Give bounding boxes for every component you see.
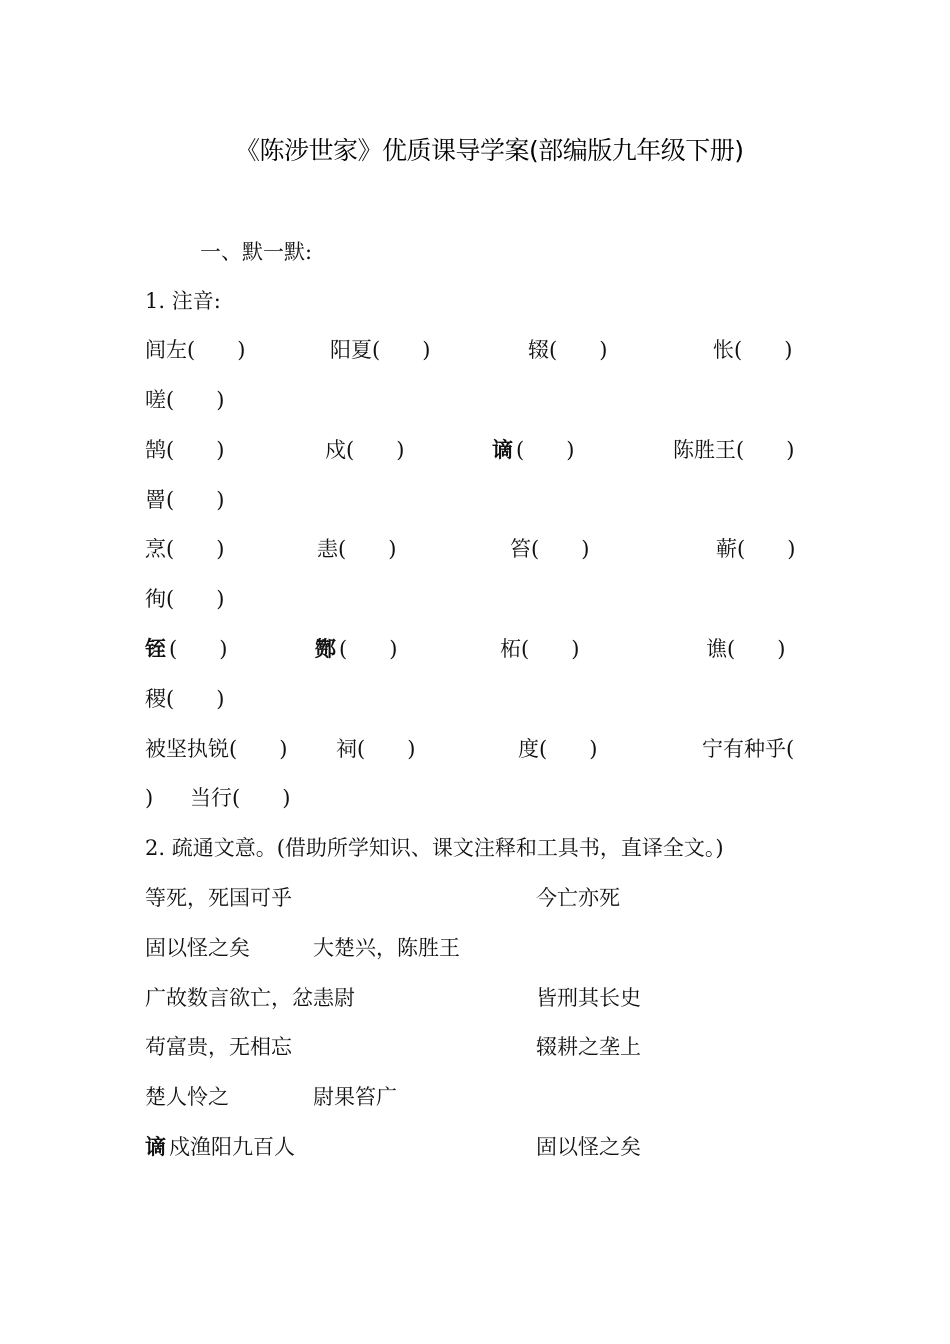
phonetic-item: 被坚执锐( ) xyxy=(145,737,288,761)
phonetic-item: 辍( ) xyxy=(528,338,608,362)
phonetic-item-continued: ) xyxy=(145,786,154,810)
question-2-heading: 2. 疏通文意。(借助所学知识、课文注释和工具书，直译全文。) xyxy=(145,836,724,860)
page-title: 《陈涉世家》优质课导学案(部编版九年级下册) xyxy=(235,136,744,165)
phonetic-item: 鹄( ) xyxy=(145,438,225,462)
translate-item: 固以怪之矣 xyxy=(536,1135,641,1159)
translate-item: 戍渔阳九百人 xyxy=(169,1135,295,1159)
phonetic-item: 徇( ) xyxy=(145,587,225,611)
question-1-heading: 1. 注音: xyxy=(145,289,221,313)
phonetic-item: 戍( ) xyxy=(325,438,405,462)
phonetic-item: 度( ) xyxy=(518,737,598,761)
translate-item: 楚人怜之 xyxy=(145,1085,229,1109)
phonetic-item-bold-char: 谪 xyxy=(492,438,513,462)
phonetic-item-blank: ( ) xyxy=(339,637,398,661)
phonetic-item-bold-char: 铚 xyxy=(145,637,166,661)
phonetic-item: 柘( ) xyxy=(500,637,580,661)
translate-item: 广故数言欲亡，忿恚尉 xyxy=(145,986,355,1010)
translate-item: 皆刑其长史 xyxy=(536,986,641,1010)
phonetic-item: 闾左( ) xyxy=(145,338,246,362)
translate-item: 苟富贵，无相忘 xyxy=(145,1035,292,1059)
phonetic-item: 笞( ) xyxy=(510,537,590,561)
phonetic-item-bold-char: 酂 xyxy=(315,637,336,661)
phonetic-item: 当行( ) xyxy=(190,786,291,810)
translate-item: 尉果笞广 xyxy=(313,1085,397,1109)
phonetic-item: 阳夏( ) xyxy=(330,338,431,362)
phonetic-item-blank: ( ) xyxy=(516,438,575,462)
phonetic-item: 怅( ) xyxy=(713,338,793,362)
phonetic-item: 陈胜王( ) xyxy=(673,438,795,462)
translate-item: 大楚兴，陈胜王 xyxy=(313,936,460,960)
phonetic-item: 宁有种乎( xyxy=(702,737,795,761)
phonetic-item: 嗟( ) xyxy=(145,388,225,412)
translate-item: 等死，死国可乎 xyxy=(145,886,292,910)
section-heading: 一、默一默: xyxy=(200,240,313,264)
phonetic-item: 蕲( ) xyxy=(716,537,796,561)
translate-item: 固以怪之矣 xyxy=(145,936,250,960)
phonetic-item: 谯( ) xyxy=(706,637,786,661)
phonetic-item: 罾( ) xyxy=(145,488,225,512)
phonetic-item: 恚( ) xyxy=(317,537,397,561)
translate-item: 辍耕之垄上 xyxy=(536,1035,641,1059)
phonetic-item: 稷( ) xyxy=(145,687,225,711)
phonetic-item: 烹( ) xyxy=(145,537,225,561)
phonetic-item: 祠( ) xyxy=(336,737,416,761)
translate-item-bold-char: 谪 xyxy=(145,1135,166,1159)
translate-item: 今亡亦死 xyxy=(536,886,620,910)
phonetic-item-blank: ( ) xyxy=(169,637,228,661)
